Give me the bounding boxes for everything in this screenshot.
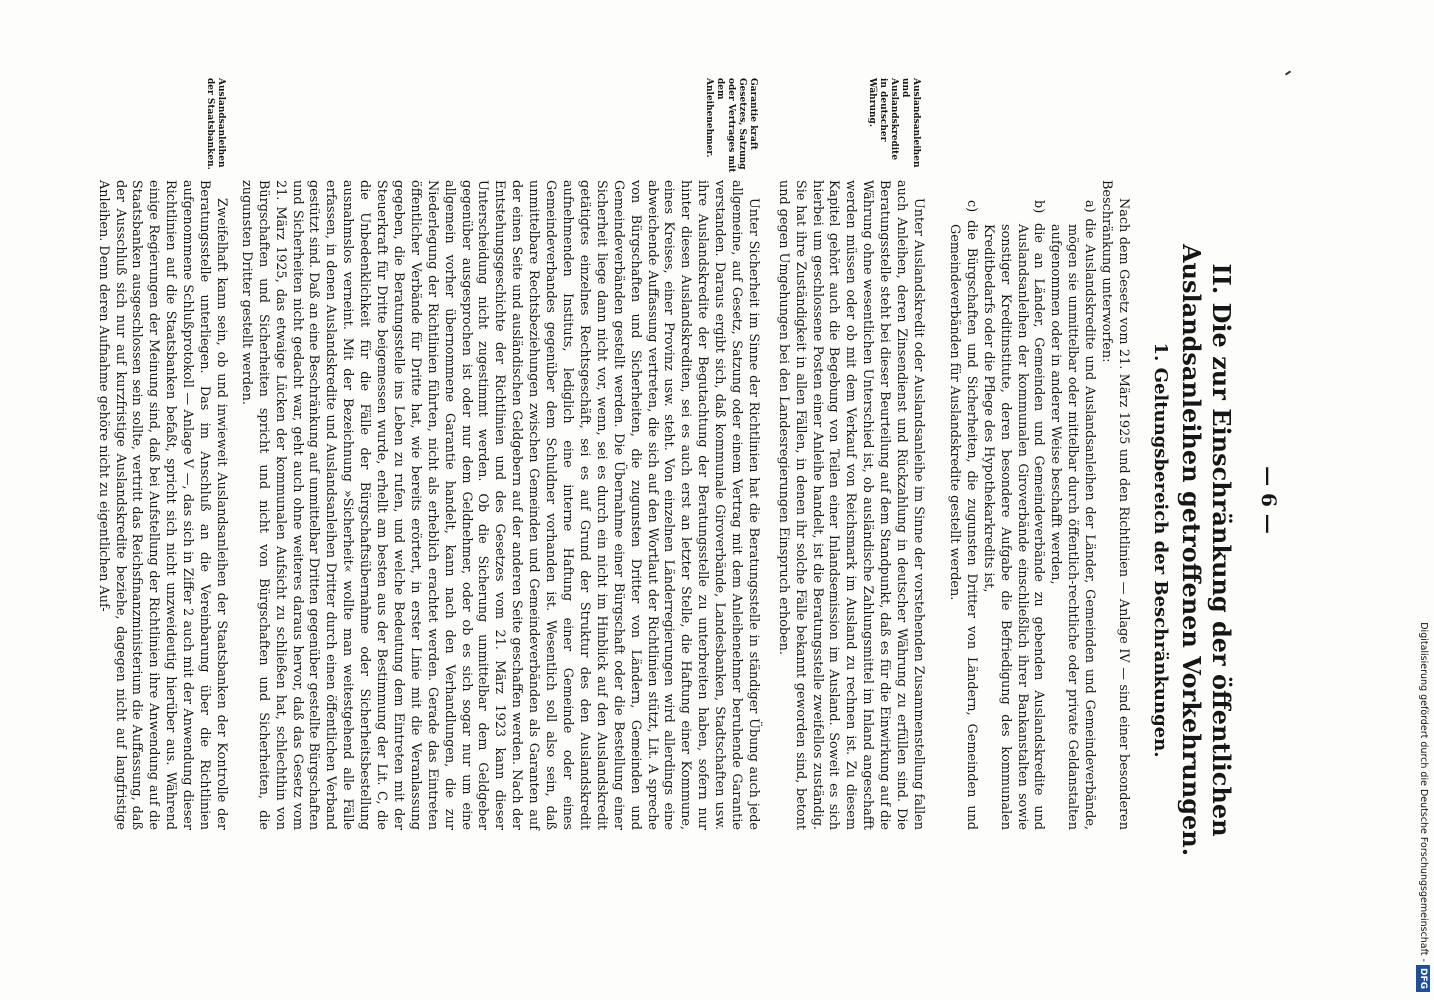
- credit-text: Digitalisierung gefördert durch die Deutsche Forschungsgemeinschaft -: [1418, 622, 1429, 962]
- body-block-2: [774, 180, 926, 830]
- body-block-3: [237, 180, 761, 830]
- page-number: — 6 —: [1257, 466, 1281, 534]
- margin-note-3: Auslandsanleihen der Staatsbanken.: [205, 78, 226, 170]
- paragraph-state-banks: Zweifelhaft kann sein, ob und inwieweit Auslandsanleihen der Staatsbanken der Kontrolle der Beratungsstelle unterliegen. Das im Anschluß an die Vereinbarung über die Richtlinien aufgenommene Schlußprotokoll — Anlage V —, das sich in Ziffer 2 auch mit der Anwendung dieser Richtlinien auf die Staatsbanken befaßt, spricht sich nicht unzweideutig hierüber aus. Während einige Regierungen der Meinung sind, daß bei Aufstellung der Richtlinien ihre Anwendung auf die Staatsbanken ausgeschlossen sein sollte, vertritt das Reichsfinanzministerium die Auffassung, daß der Ausschluß sich nur auf kurzfristige Auslandskredite beziehe, dagegen nicht auf langfristige Anleihen. Denn deren Aufnahme gehöre nicht zu eigentlichen Auf-: [95, 180, 229, 830]
- chapter-title: II. Die zur Einschränkung der öffentlichen Auslandsanleihen getroffenen Vorkehrungen.: [1177, 243, 1236, 857]
- list-item-a: a) die Auslandskredite und Auslandsanleihen der Länder, Gemeinden und Gemeindeverbände, mögen sie unmittelbar oder mittelbar durch öffentlich-rechtliche oder private Geldanstalten aufgenommen oder in anderer Weise beschafft werden,: [1048, 200, 1098, 830]
- body-block-4: [94, 180, 229, 830]
- body-block-1: [945, 180, 1131, 830]
- intro-paragraph: Nach dem Gesetz vom 21. März 1925 und den Richtlinien — Anlage IV — sind einer besonderen Beschränkung unterworfen:: [1099, 180, 1131, 830]
- dfg-logo: DFG: [1416, 965, 1430, 992]
- list-item-b: b) die an Länder, Gemeinden und Gemeindeverbände zu gebenden Auslandskredite und Auslandsanleihen der kommunalen Giroverbände einschließlich ihrer Bankanstalten sowie sonstiger Kreditinstitute, deren besondere Aufgabe die Befriedigung des kommunalen Kreditbedarfs oder die Pflege des Hypothekarkredits ist,: [980, 200, 1047, 830]
- section-title: 1. Geltungsbereich der Beschränkungen.: [1150, 342, 1171, 758]
- paragraph-foreign-currency: Unter Auslandskredit oder Auslandsanleihe im Sinne der vorstehenden Zusammenstellung fallen auch Anleihen, deren Zinsendienst und Rückzahlung in deutscher Währung zu erfüllen sind. Die Beratungsstelle steht bei dieser Beurteilung auf dem Standpunkt, daß es für die Einwirkung auf die Währung ohne wesentlichen Unterschied ist, ob ausländische Zahlungsmittel im Inland angeschafft werden müssen oder ob mit dem Verkauf von Reichsmark im Ausland zu rechnen ist. Zu diesem Kapitel gehört auch die Begebung von Teilen einer Inlandsemission im Ausland. Soweit es sich hierbei um geschlossene Posten einer Anleihe handelt, ist die Beratungsstelle zweifellos zuständig. Sie hat ihre Zuständigkeit in allen Fällen, in denen ihr solche Fälle bekannt geworden sind, betont und gegen Umgehungen bei den Landesregierungen Einspruch erhoben.: [775, 180, 926, 830]
- margin-note-1: Auslandsanleihen und Auslandskredite in deutscher Währung.: [867, 78, 921, 168]
- digitization-credit: [1412, 8, 1434, 992]
- paragraph-guarantee: Unter Sicherheit im Sinne der Richtlinien hat die Beratungsstelle in ständiger Übung auch jede allgemeine, auf Gesetz, Satzung oder einem Vertrag mit dem Anleihenehmer beruhende Garantie verstanden. Daraus ergibt sich, daß kommunale Giroverbände, Landesbanken, Stadtschaften usw. ihre Auslandskredite der Begutachtung der Beratungsstelle zu unterbreiten haben, sofern nur hinter diesen Auslandskrediten, sei es auch erst an letzter Stelle, die Haftung einer Kommune, eines Kreises, einer Provinz usw. steht. Von einzelnen Länderregierungen wird allerdings eine abweichende Auffassung vertreten, die sich auf den Wortlaut der Richtlinien stützt, Lit. A spreche von Bürgschaften und Sicherheiten, die zugunsten Dritter von Ländern, Gemeinden und Gemeindeverbänden gestellt werden. Die Übernahme einer Bürgschaft oder die Bestellung einer Sicherheit liege dann nicht vor, wenn, sei es durch ein nicht im Hinblick auf den Auslandskredit getätigtes einzelnes Rechtsgeschäft, sei es auf Grund der Struktur des den Auslandskredit aufnehmenden Instituts, lediglich eine interne Haftung einer Gemeinde oder eines Gemeindeverbandes gegenüber dem Schuldner vorhanden ist. Wesentlich soll also sein, daß unmittelbare Rechtsbeziehungen zwischen Gemeinden und Gemeindeverbänden als Garanten auf der einen Seite und ausländischen Geldgebern auf der anderen Seite geschaffen werden. Nach der Entstehungsgeschichte der Richtlinien und des Gesetzes vom 21. März 1923 kann dieser Unterscheidung nicht zugestimmt werden. Ob die Sicherung unmittelbar dem Geldgeber gegenüber ausgesprochen ist oder nur dem Geldnehmer, oder ob es sich sogar nur um eine allgemein vorher übernommene Garantie handelt, kann nach den Verhandlungen, die zur Niederlegung der Richtlinien führten, nicht als erheblich erachtet werden. Gerade das Eintreten öffentlicher Verbände für Dritte hat, wie bereits erörtert, in erster Linie mit die Veranlassung gegeben, die Beratungsstelle ins Leben zu rufen, und welche Bedeutung dem Eintreten mit der Steuerkraft für Dritte beigemessen wurde, erhellt am besten aus der Bestimmung der Lit. C, die die Unbedenklichkeit für die Fälle der Bürgschaftsübernahme oder Sicherheitsbestellung ausnahmslos verneint. Mit der Bezeichnung »Sicherheit« wollte man weitestgehend alle Fälle erfassen, in denen Auslandskredite und Auslandsanleihen Dritter durch einen öffentlichen Verband gestützt sind. Daß an eine Beschränkung auf unmittelbar Dritten gegenüber gestellte Bürgschaften und Sicherheiten nicht gedacht war, geht auch ohne weiteres daraus hervor, daß das Gesetz vom 21. März 1925, das etwaige Lücken der kommunalen Aufsicht zu schließen hat, schlechthin von Bürgschaften und Sicherheiten spricht und nicht von Bürgschaften und Sicherheiten, die zugunsten Dritter gestellt werden.: [238, 180, 761, 830]
- margin-note-2: Garantie kraft Gesetzes, Satzung oder Vertrages mit dem Anleihenehmer.: [704, 78, 758, 173]
- list-item-c: c) die Bürgschaften und Sicherheiten, die zugunsten Dritter von Ländern, Gemeinden und Gemeindeverbänden für Auslandskredite gestellt werden.: [946, 200, 979, 830]
